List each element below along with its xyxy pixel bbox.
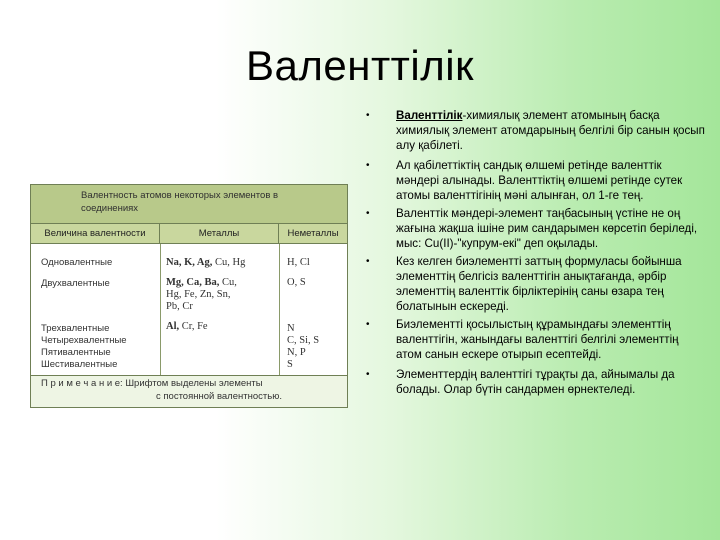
label-divalent: Двухвалентные: [41, 278, 110, 289]
column-divider: [160, 244, 161, 375]
metals-trivalent: Al, Cr, Fe: [166, 321, 208, 332]
bullet-item: [366, 317, 706, 362]
table-note-line2: с постоянной валентностью.: [156, 391, 282, 402]
bullet-icon: •: [366, 110, 370, 121]
bullet-icon: •: [366, 208, 370, 219]
metals-divalent-line2: Hg, Fe, Zn, Sn,: [166, 289, 231, 300]
bullet-text: Элементтердің валенттігі тұрақты да, айнымалы да болады. Олар бүтін сандармен өрнектеледі.: [396, 368, 675, 396]
table-header: [31, 185, 347, 224]
bullet-icon: •: [366, 319, 370, 330]
label-trivalent: Трехвалентные: [41, 323, 110, 334]
table-note: П р и м е ч а н и е: Шрифтом выделены элементы: [41, 378, 263, 389]
bullet-text: Ал қабілеттіктің сандық өлшемі ретінде валенттік мәндері алынады. Валенттіктің өлшемі ретінде сутек атомы валенттігінің мәні алынған, ол 1-ге тең.: [396, 159, 683, 202]
bullet-item: [366, 158, 706, 203]
bullet-list: [366, 108, 706, 400]
term-highlight: Валенттілік: [396, 109, 463, 122]
valence-table-image: [30, 184, 348, 408]
col-header-valence: Величина валентности: [31, 224, 160, 244]
nonmetals-monovalent: H, Cl: [287, 257, 310, 268]
bullet-text: Биэлементті қосылыстың құрамындағы элементтің валенттігін, жанындағы валенттігі белгілі элементтің атом санын ескере отырып есептейді.: [396, 318, 679, 361]
metals-monovalent: Na, K, Ag, Cu, Hg: [166, 257, 246, 268]
slide-title: Валенттілік: [246, 42, 474, 89]
bullet-text: Валенттік мәндері-элемент таңбасының үстіне не оң жағына жақша ішіне рим сандарымен көрсетіп беріледі, мыс: Cu(II)-"купрум-екі" деп оқылады.: [396, 207, 698, 250]
col-header-nonmetals: Неметаллы: [279, 224, 347, 244]
metals-divalent: Mg, Ca, Ba, Cu,: [166, 277, 237, 288]
table-header-text: Валентность атомов некоторых элементов в соединениях: [81, 190, 279, 214]
bullet-icon: •: [366, 160, 370, 171]
nonmetals-pentavalent: N, P: [287, 347, 306, 358]
bullet-item: [366, 254, 706, 314]
label-hexavalent: Шестивалентные: [41, 359, 118, 370]
nonmetals-trivalent: N: [287, 323, 295, 334]
nonmetals-divalent: O, S: [287, 277, 306, 288]
label-monovalent: Одновалентные: [41, 257, 113, 268]
nonmetals-hexavalent: S: [287, 359, 293, 370]
bullet-item: [366, 367, 706, 397]
bullet-icon: •: [366, 256, 370, 267]
col-header-metals: Металлы: [160, 224, 279, 244]
column-divider: [279, 244, 280, 375]
bullet-item: [366, 108, 706, 153]
bullet-item: [366, 206, 706, 251]
bullet-text: -химиялық элемент атомының басқа химиялық элемент атомдарының белгілі бір санын қосып алу қабілеті.: [396, 109, 705, 152]
metals-divalent-line3: Pb, Cr: [166, 301, 193, 312]
label-tetravalent: Четырехвалентные: [41, 335, 127, 346]
label-pentavalent: Пятивалентные: [41, 347, 111, 358]
bullet-text: Кез келген биэлементті заттың формуласы бойынша элементтің белгісіз валенттігін анықтағанда, әрбір элементтің валенттік бірліктерінің саны өзара тең болатынын ескереді.: [396, 255, 682, 313]
nonmetals-tetravalent: C, Si, S: [287, 335, 320, 346]
bullet-icon: •: [366, 369, 370, 380]
